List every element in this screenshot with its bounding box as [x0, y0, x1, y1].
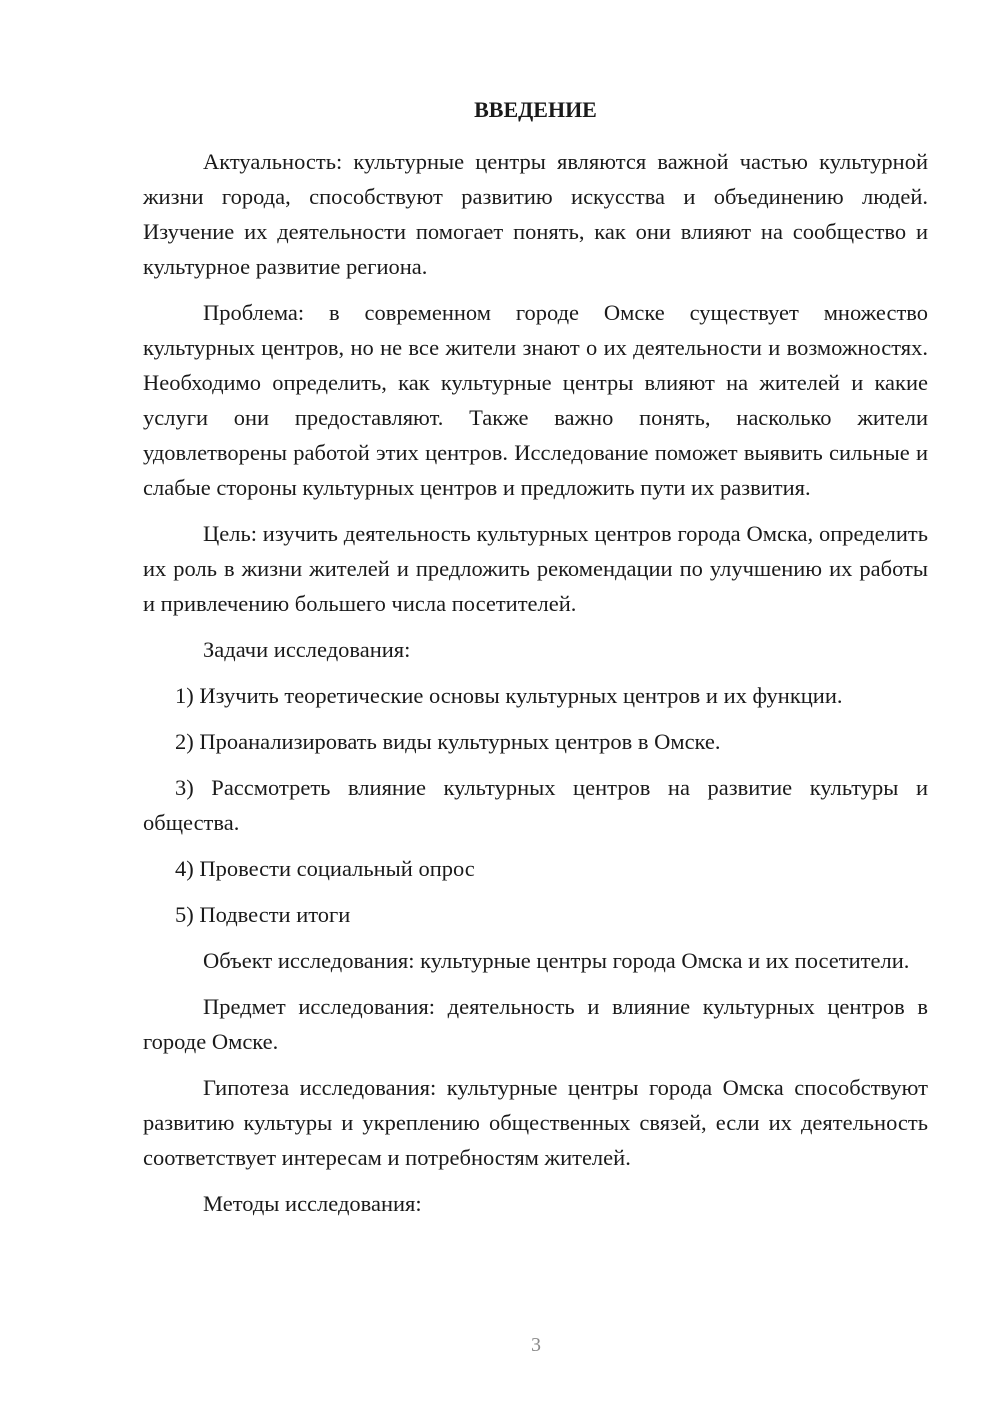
paragraph-object: Объект исследования: культурные центры города Омска и их посетители.: [203, 948, 910, 973]
task-item-2: 2) Проанализировать виды культурных центров в Омске.: [175, 729, 721, 754]
paragraph-subject: Предмет исследования: деятельность и влияние культурных центров в городе Омске.: [143, 994, 928, 1054]
methods-heading: Методы исследования:: [203, 1191, 422, 1216]
task-item-3: 3) Рассмотреть влияние культурных центров на развитие культуры и общества.: [143, 775, 928, 835]
page-number: 3: [531, 1334, 541, 1356]
task-item-1: 1) Изучить теоретические основы культурных центров и их функции.: [175, 683, 843, 708]
paragraph-relevance: Актуальность: культурные центры являются важной частью культурной жизни города, способствуют развитию искусства и объединению людей. Изучение их деятельности помогает понять, как они влияют на сообщество и культурное развитие региона.: [143, 149, 928, 279]
task-item-5: 5) Подвести итоги: [175, 902, 351, 927]
paragraph-hypothesis: Гипотеза исследования: культурные центры города Омска способствуют развитию культуры и укреплению общественных связей, если их деятельность соответствует интересам и потребностям жителей.: [143, 1075, 928, 1170]
paragraph-problem: Проблема: в современном городе Омске существует множество культурных центров, но не все жители знают о их деятельности и возможностях. Необходимо определить, как культурные центры влияют на жителей и какие услуги они предоставляют. Также важно понять, насколько жители удовлетворены работой этих центров. Исследование поможет выявить сильные и слабые стороны культурных центров и предложить пути их развития.: [143, 300, 928, 500]
task-item-4: 4) Провести социальный опрос: [175, 856, 475, 881]
document-page: [143, 92, 928, 1232]
tasks-heading: Задачи исследования:: [203, 637, 411, 662]
paragraph-goal: Цель: изучить деятельность культурных центров города Омска, определить их роль в жизни жителей и предложить рекомендации по улучшению их работы и привлечению большего числа посетителей.: [143, 521, 928, 616]
page-title: ВВЕДЕНИЕ: [474, 97, 597, 122]
